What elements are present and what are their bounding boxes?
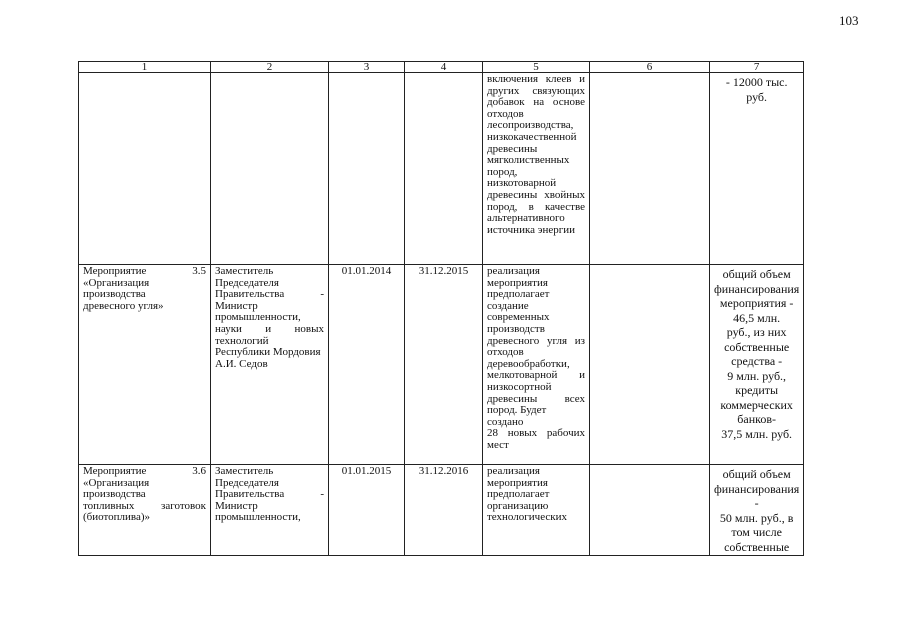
responsible-person-cell <box>211 265 329 465</box>
cell-text-line: Председателя <box>215 476 279 489</box>
cell-text-line: низкосортной <box>487 380 552 393</box>
cell-text-line: деревообработки, <box>487 357 570 370</box>
table-header-row <box>79 62 804 73</box>
cell-text-line: включения клеев и <box>487 73 585 85</box>
cell-text-line: древесины всех <box>487 392 585 405</box>
cell-text-line: руб., из них <box>726 325 787 339</box>
cell-text-line: низкокачественной <box>487 130 577 143</box>
cell-text-line: альтернативного <box>487 212 565 225</box>
end-date-cell <box>405 73 483 265</box>
page-number: 103 <box>839 13 859 28</box>
program-measures-table <box>78 61 804 556</box>
cell-text-line: древесного угля из <box>487 334 585 347</box>
cell-text-line: лесопроизводства, <box>487 119 574 132</box>
column-6-cell <box>590 465 710 556</box>
cell-text-line: собственные <box>724 339 790 354</box>
start-date-cell: 01.01.2015 <box>329 465 405 556</box>
cell-text-line: пород, <box>487 165 518 178</box>
cell-text-line: финансирования <box>714 281 800 296</box>
cell-text-line: технологий <box>215 334 269 347</box>
description-cell <box>483 465 590 556</box>
cell-text-line: Республики Мордовия <box>215 346 321 359</box>
financing-cell <box>710 73 804 265</box>
cell-text-line: производств <box>487 322 545 335</box>
cell-text-line: - 12000 тыс. руб. <box>725 75 791 104</box>
cell-text-line: низкотоварной <box>487 177 557 190</box>
cell-text-line: древесного угля» <box>83 299 164 312</box>
cell-text-line: создание <box>487 299 529 312</box>
cell-text-line: организацию <box>487 499 549 512</box>
cell-text-line: производства <box>83 488 146 501</box>
cell-text-line: топливных заготовок <box>83 499 206 512</box>
column-number-5: 5 <box>483 62 590 73</box>
end-date-cell: 31.12.2015 <box>405 265 483 465</box>
cell-text-line: производства <box>83 288 146 301</box>
measure-name-cell <box>79 465 211 556</box>
cell-text-line: 37,5 млн. руб. <box>721 426 793 441</box>
cell-text-line: мероприятия <box>487 476 548 489</box>
column-number-2: 2 <box>211 62 329 73</box>
start-date-cell <box>329 73 405 265</box>
cell-text-line: 9 млн. руб., <box>727 368 787 383</box>
responsible-person-cell <box>211 73 329 265</box>
cell-text-line: коммерческих <box>720 397 793 412</box>
measure-name-cell <box>79 73 211 265</box>
cell-text-line: мероприятия <box>487 276 548 289</box>
cell-text-line: промышленности, <box>215 311 301 324</box>
cell-text-line: Правительства - <box>215 288 324 301</box>
cell-text-line: источника энергии <box>487 223 576 236</box>
description-cell <box>483 73 590 265</box>
cell-text-line: финансирования - <box>714 481 803 510</box>
cell-text-line: реализация <box>487 465 540 477</box>
cell-text-line: древесины <box>487 142 538 155</box>
cell-text-line: 46,5 млн. <box>733 310 781 325</box>
financing-cell <box>710 265 804 465</box>
cell-text-line: «Организация <box>83 476 150 489</box>
cell-text-line: Правительства - <box>215 488 324 501</box>
column-number-6: 6 <box>590 62 710 73</box>
cell-text-line: отходов <box>487 107 524 120</box>
start-date-cell: 01.01.2014 <box>329 265 405 465</box>
table-row <box>79 265 804 465</box>
cell-text-line: добавок на основе <box>487 96 585 109</box>
cell-text-line: науки и новых <box>215 322 324 335</box>
cell-text-line: (биотоплива)» <box>83 511 151 524</box>
column-number-4: 4 <box>405 62 483 73</box>
cell-text-line: современных <box>487 311 550 324</box>
cell-text-line: Мероприятие 3.5 <box>83 265 206 277</box>
cell-text-line: мелкотоварной и <box>487 369 585 382</box>
cell-text-line: общий объем <box>722 267 791 281</box>
column-number-1: 1 <box>79 62 211 73</box>
cell-text-line: Министр <box>215 499 258 512</box>
cell-text-line: предполагает <box>487 288 550 301</box>
cell-text-line: древесины хвойных <box>487 188 585 201</box>
cell-text-line: отходов <box>487 346 524 359</box>
cell-text-line: реализация <box>487 265 540 277</box>
cell-text-line: пород. Будет создано <box>487 404 550 428</box>
responsible-person-cell <box>211 465 329 556</box>
cell-text-line: средства - <box>731 354 783 368</box>
cell-text-line: 28 новых рабочих <box>487 427 585 440</box>
cell-text-line: том числе <box>731 525 782 539</box>
cell-text-line: пород, в качестве <box>487 200 585 213</box>
cell-text-line: промышленности, <box>215 511 301 524</box>
table-row <box>79 465 804 556</box>
cell-text-line: других связующих <box>487 84 585 97</box>
description-cell <box>483 265 590 465</box>
cell-text-line: общий объем <box>722 467 791 481</box>
cell-text-line: 50 млн. руб., в <box>719 510 794 525</box>
cell-text-line: банков- <box>737 412 777 426</box>
cell-text-line: Заместитель <box>215 265 274 277</box>
cell-text-line: кредиты <box>735 383 779 397</box>
cell-text-line: мероприятия - <box>719 296 794 310</box>
cell-text-line: «Организация <box>83 276 150 289</box>
measure-name-cell <box>79 265 211 465</box>
column-number-7: 7 <box>710 62 804 73</box>
cell-text-line: предполагает <box>487 488 550 501</box>
column-6-cell <box>590 265 710 465</box>
cell-text-line: мест <box>487 438 509 451</box>
cell-text-line: мягколиственных <box>487 154 570 167</box>
financing-cell <box>710 465 804 556</box>
column-number-3: 3 <box>329 62 405 73</box>
cell-text-line: Председателя <box>215 276 279 289</box>
cell-text-line: собственные <box>724 539 790 554</box>
cell-text-line: Министр <box>215 299 258 312</box>
table-row <box>79 73 804 265</box>
cell-text-line: Заместитель <box>215 465 274 477</box>
cell-text-line: Мероприятие 3.6 <box>83 465 206 477</box>
cell-text-line: А.И. Седов <box>215 357 268 370</box>
end-date-cell: 31.12.2016 <box>405 465 483 556</box>
column-6-cell <box>590 73 710 265</box>
cell-text-line: технологических <box>487 511 567 524</box>
